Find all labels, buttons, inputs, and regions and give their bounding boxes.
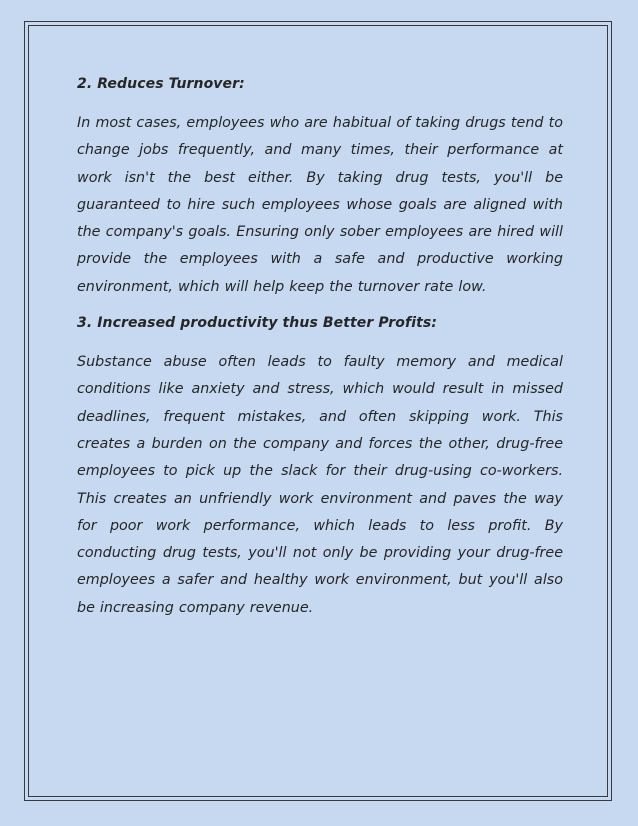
section-paragraph-reduces-turnover: In most cases, employees who are habitual of taking drugs tend to change jobs frequently, and many times, their performance at work isn't the best either. By taking drug tests, you'll be guaranteed to hire such employees whose goals are aligned with the company's goals. Ensuring only sober employees are hired will provide the employees with a safe and productive working environment, which will help keep the turnover rate low. <box>77 115 563 295</box>
section-heading-increased-productivity: 3. Increased productivity thus Better Profits: <box>77 315 438 332</box>
section-paragraph-increased-productivity: Substance abuse often leads to faulty memory and medical conditions like anxiety and stress, which would result in missed deadlines, frequent mistakes, and often skipping work. This creates a burden on the company and forces the other, drug-free employees to pick up the slack for their drug-using co-workers. This creates an unfriendly work environment and paves the way for poor work performance, which leads to less profit. By conducting drug tests, you'll not only be providing your drug-free employees a safer and healthy work environment, but you'll also be increasing company revenue. <box>77 354 563 616</box>
document-body <box>77 74 563 622</box>
section-heading-reduces-turnover: 2. Reduces Turnover: <box>77 76 245 92</box>
